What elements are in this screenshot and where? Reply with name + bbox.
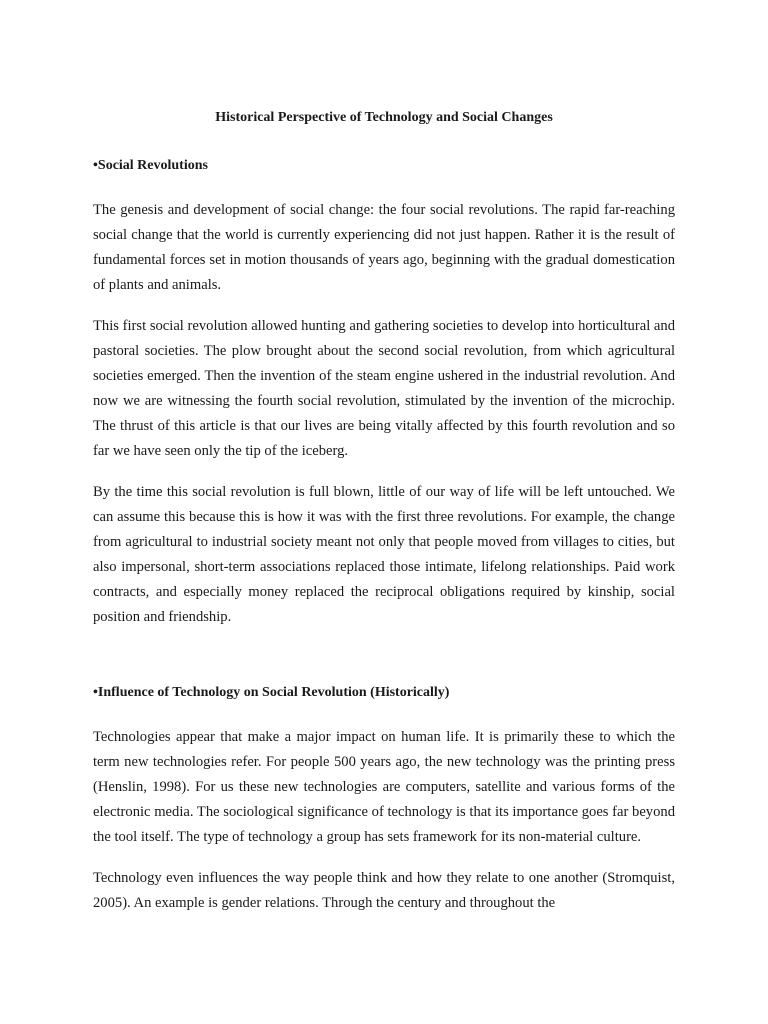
paragraph: By the time this social revolution is full blown, little of our way of life will be left untouched. We can assume this because this is how it was with the first three revolutions. For example, the change from agricultural to industrial society meant not only that people moved from villages to cities, but also impersonal, short-term associations replaced those intimate, lifelong relationships. Paid work contracts, and especially money replaced the reciprocal obligations required by kinship, social position and friendship.: [93, 484, 675, 625]
section-heading-influence-of-technology: •Influence of Technology on Social Revolution (Historically): [93, 685, 450, 700]
section-heading-social-revolutions: •Social Revolutions: [93, 158, 208, 173]
paragraph: Technology even influences the way people think and how they relate to one another (Stromquist, 2005). An example is gender relations. Through the century and throughout the: [93, 870, 675, 911]
document-title: Historical Perspective of Technology and Social Changes: [215, 110, 553, 125]
section-spacer: [93, 646, 675, 683]
paragraph: Technologies appear that make a major impact on human life. It is primarily these to which the term new technologies refer. For people 500 years ago, the new technology was the printing press (Henslin, 1998). For us these new technologies are computers, satellite and various forms of the electronic media. The sociological significance of technology is that its importance goes far beyond the tool itself. The type of technology a group has sets framework for its non-material culture.: [93, 729, 675, 845]
document-body: [93, 108, 675, 932]
paragraph: The genesis and development of social change: the four social revolutions. The rapid far-reaching social change that the world is currently experiencing did not just happen. Rather it is the result of fundamental forces set in motion thousands of years ago, beginning with the gradual domestication of plants and animals.: [93, 202, 675, 293]
paragraph: This first social revolution allowed hunting and gathering societies to develop into horticultural and pastoral societies. The plow brought about the second social revolution, from which agricultural societies emerged. Then the invention of the steam engine ushered in the industrial revolution. And now we are witnessing the fourth social revolution, stimulated by the invention of the microchip. The thrust of this article is that our lives are being vitally affected by this fourth revolution and so far we have seen only the tip of the iceberg.: [93, 318, 675, 459]
